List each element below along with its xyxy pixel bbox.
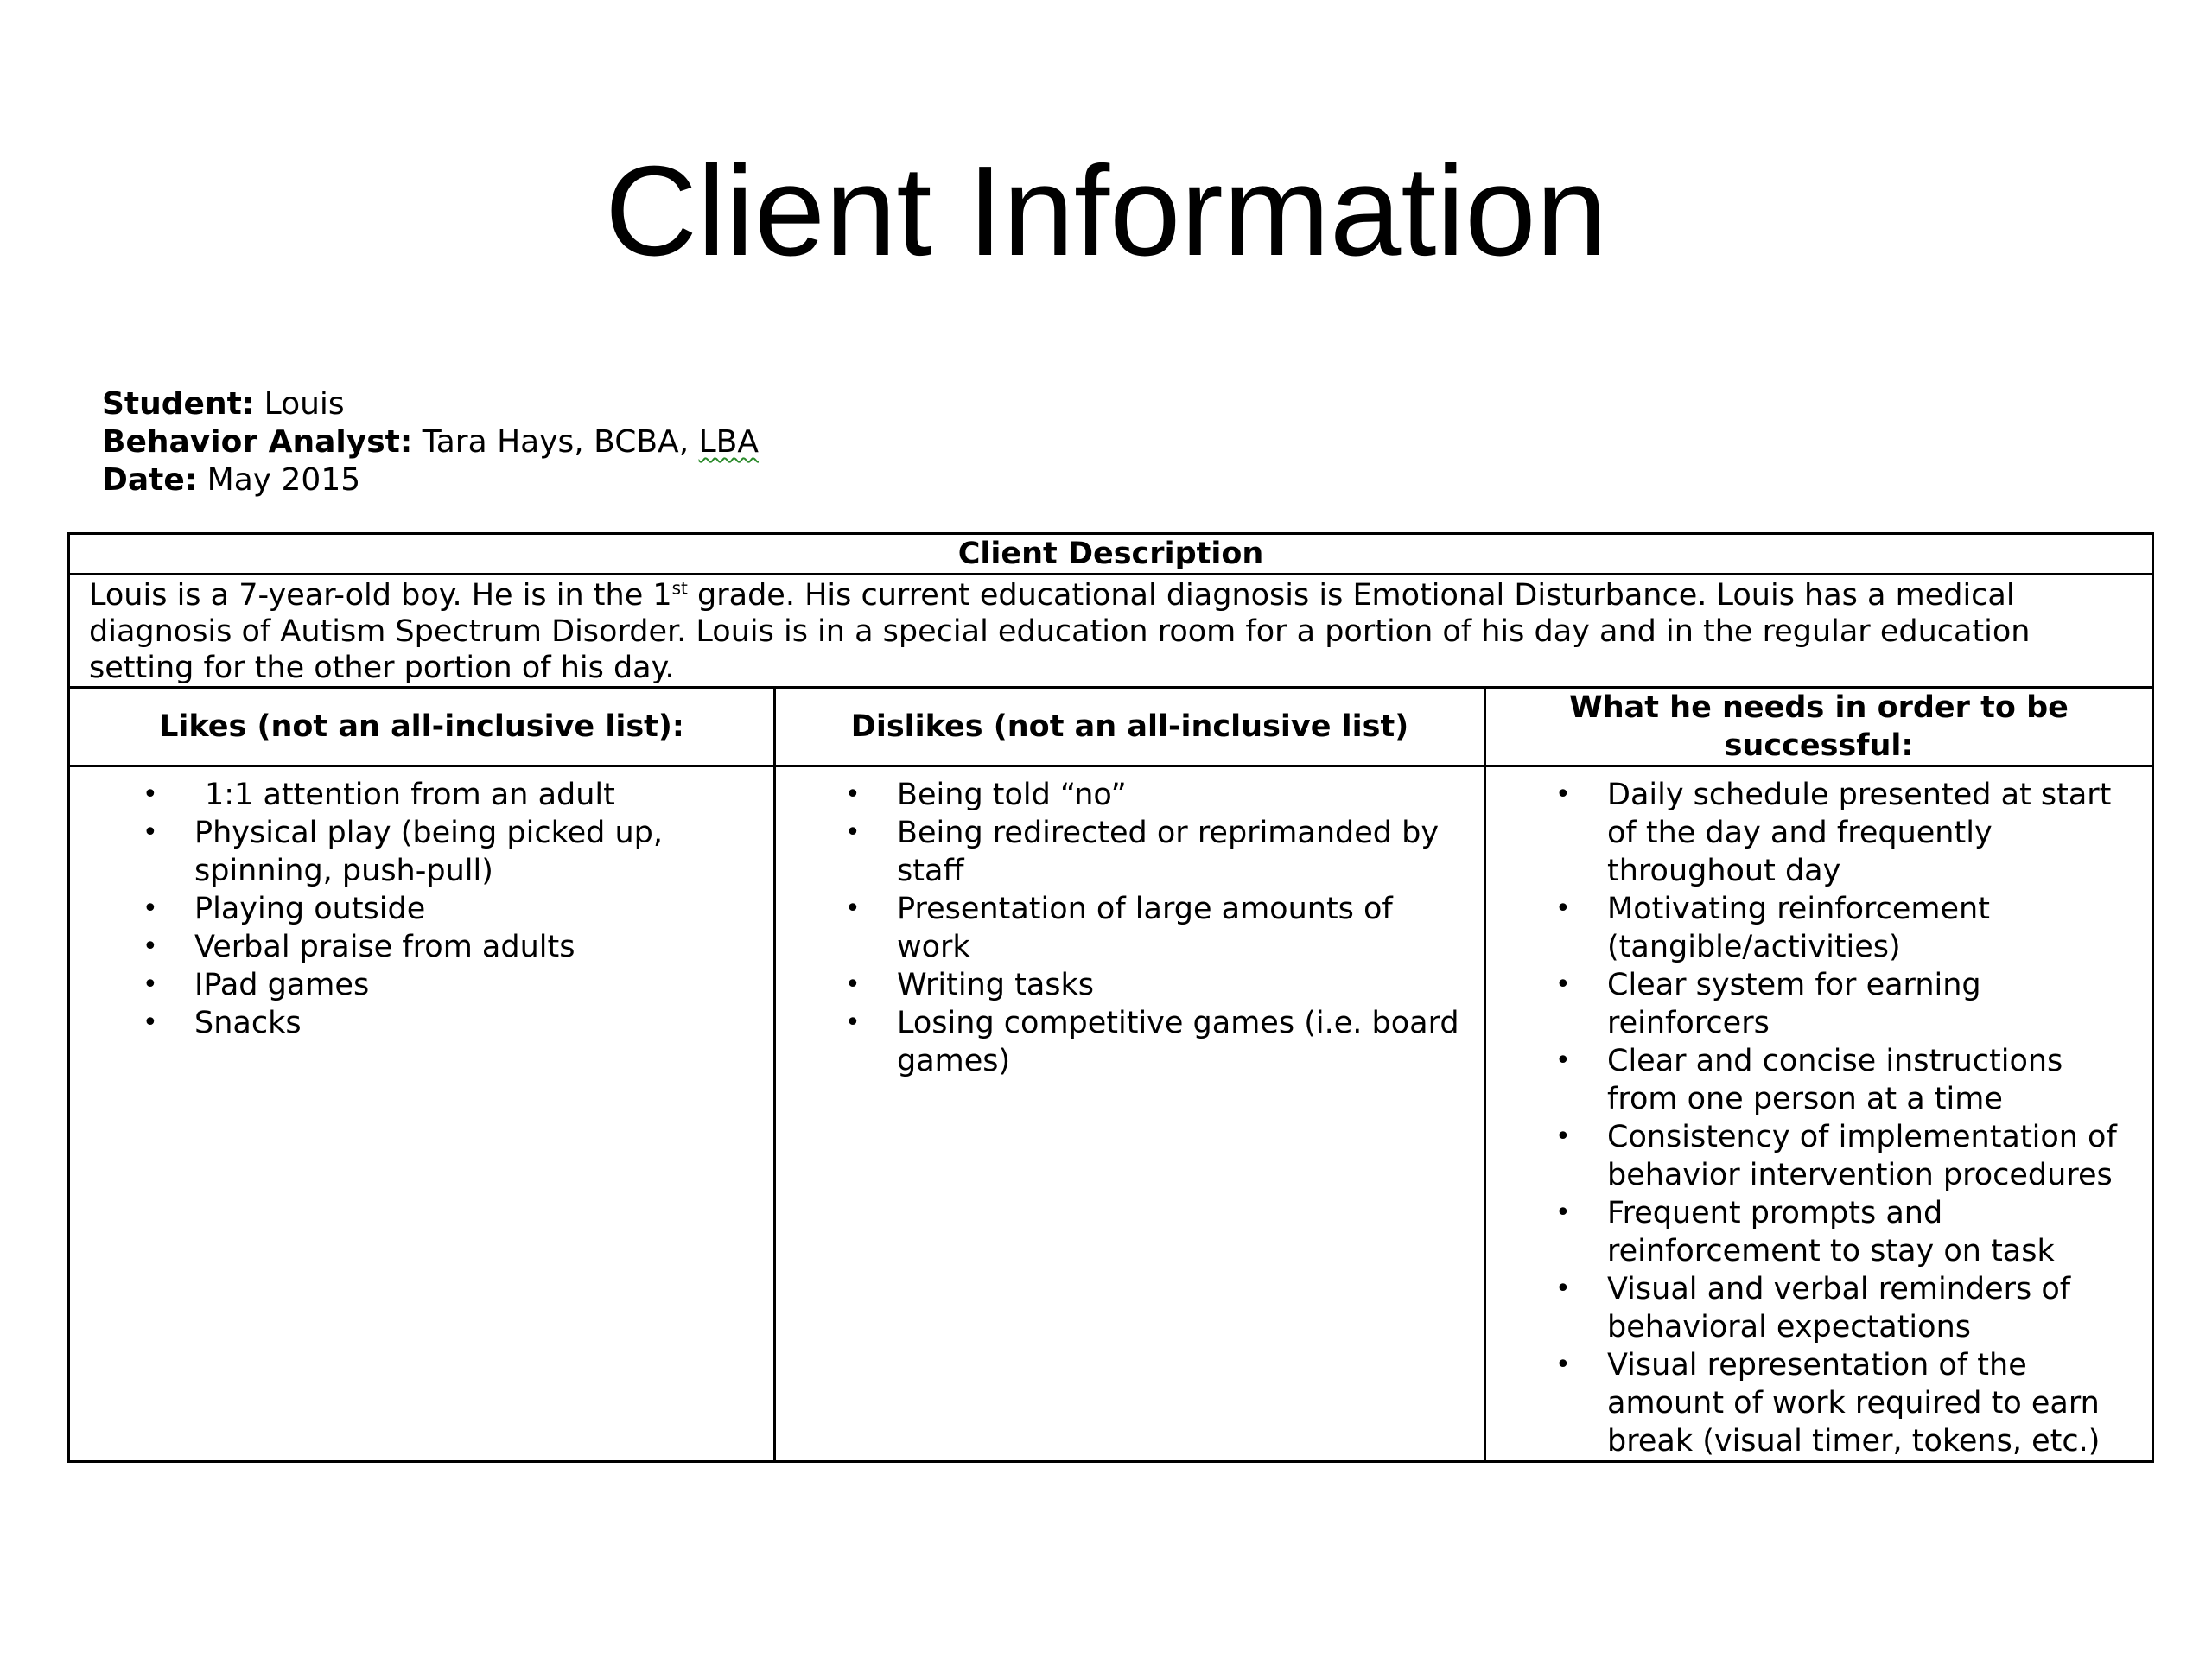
list-item: • Clear system for earning reinforcers	[1555, 968, 1981, 1040]
description-text-part2: grade. His current educational diagnosis is Emotional Disturbance. Louis has a medical diagnosis of Autism Spectrum Disorder. Louis is in a special education room for a portion of his day and in the regular education setting for the other portion of his day.	[89, 578, 2031, 685]
bullet-icon: •	[845, 893, 861, 924]
bullet-icon: •	[143, 779, 158, 810]
list-item: • Presentation of large amounts of work	[845, 892, 1393, 964]
list-item: • Losing competitive games (i.e. board games)	[845, 1006, 1459, 1078]
list-item: • Frequent prompts and reinforcement to stay on task	[1555, 1196, 2055, 1268]
bullet-icon: •	[1555, 1122, 1571, 1152]
bullet-icon: •	[845, 779, 861, 810]
bullet-icon: •	[1555, 1198, 1571, 1228]
needs-header: What he needs in order to be successful:	[1485, 688, 2153, 766]
client-table	[67, 532, 2154, 1463]
list-item: • 1:1 attention from an adult	[143, 778, 615, 812]
list-item: • Physical play (being picked up, spinning, push-pull)	[143, 816, 663, 888]
list-item: • Being redirected or reprimanded by staff	[845, 816, 1440, 888]
list-item: • Daily schedule presented at start of the day and frequently throughout day	[1555, 778, 2112, 888]
analyst-label: Behavior Analyst:	[102, 424, 413, 460]
bullet-icon: •	[143, 817, 158, 848]
bullet-icon: •	[845, 969, 861, 1000]
bullet-icon: •	[1555, 969, 1571, 1000]
description-text-part1: Louis is a 7-year-old boy. He is in the 1	[89, 578, 672, 613]
client-meta	[102, 385, 759, 499]
description-header: Client Description	[69, 534, 2153, 575]
dislikes-header: Dislikes (not an all-inclusive list)	[775, 688, 1485, 766]
bullet-icon: •	[143, 931, 158, 962]
bullet-icon: •	[1555, 1046, 1571, 1076]
bullet-icon: •	[1555, 893, 1571, 924]
list-item: • Being told “no”	[845, 778, 1127, 812]
student-value: Louis	[264, 386, 345, 422]
analyst-value: Tara Hays, BCBA,	[422, 424, 690, 460]
analyst-row	[102, 423, 759, 461]
list-item: • Motivating reinforcement (tangible/activities)	[1555, 892, 1990, 964]
likes-header: Likes (not an all-inclusive list):	[69, 688, 775, 766]
dislikes-cell	[775, 766, 1485, 1462]
description-body	[69, 575, 2153, 688]
analyst-credential: LBA	[698, 424, 759, 460]
needs-list	[1486, 776, 2152, 1460]
date-row	[102, 461, 759, 499]
bullet-icon: •	[1555, 1350, 1571, 1380]
list-item: • Visual representation of the amount of work required to earn break (visual timer, tokens, etc.)	[1555, 1348, 2101, 1459]
date-value: May 2015	[207, 462, 361, 498]
bullet-icon: •	[143, 893, 158, 924]
dislikes-list	[776, 776, 1484, 1080]
bullet-icon: •	[845, 817, 861, 848]
list-item: • Visual and verbal reminders of behavioral expectations	[1555, 1272, 2071, 1344]
likes-cell	[69, 766, 775, 1462]
list-item: • Snacks	[143, 1006, 302, 1040]
list-item: • Verbal praise from adults	[143, 930, 575, 964]
slide-title: Client Information	[605, 140, 1607, 283]
list-item: • IPad games	[143, 968, 370, 1002]
bullet-icon: •	[1555, 1274, 1571, 1304]
date-label: Date:	[102, 462, 198, 498]
list-item: • Playing outside	[143, 892, 426, 926]
student-label: Student:	[102, 386, 255, 422]
bullet-icon: •	[143, 1007, 158, 1038]
description-superscript: st	[671, 577, 688, 599]
likes-list	[70, 776, 773, 1042]
bullet-icon: •	[143, 969, 158, 1000]
bullet-icon: •	[845, 1007, 861, 1038]
bullet-icon: •	[1555, 779, 1571, 810]
list-item: • Writing tasks	[845, 968, 1095, 1002]
list-item: • Clear and concise instructions from one person at a time	[1555, 1044, 2063, 1116]
needs-cell	[1485, 766, 2153, 1462]
list-item: • Consistency of implementation of behavior intervention procedures	[1555, 1120, 2117, 1192]
student-row	[102, 385, 759, 423]
